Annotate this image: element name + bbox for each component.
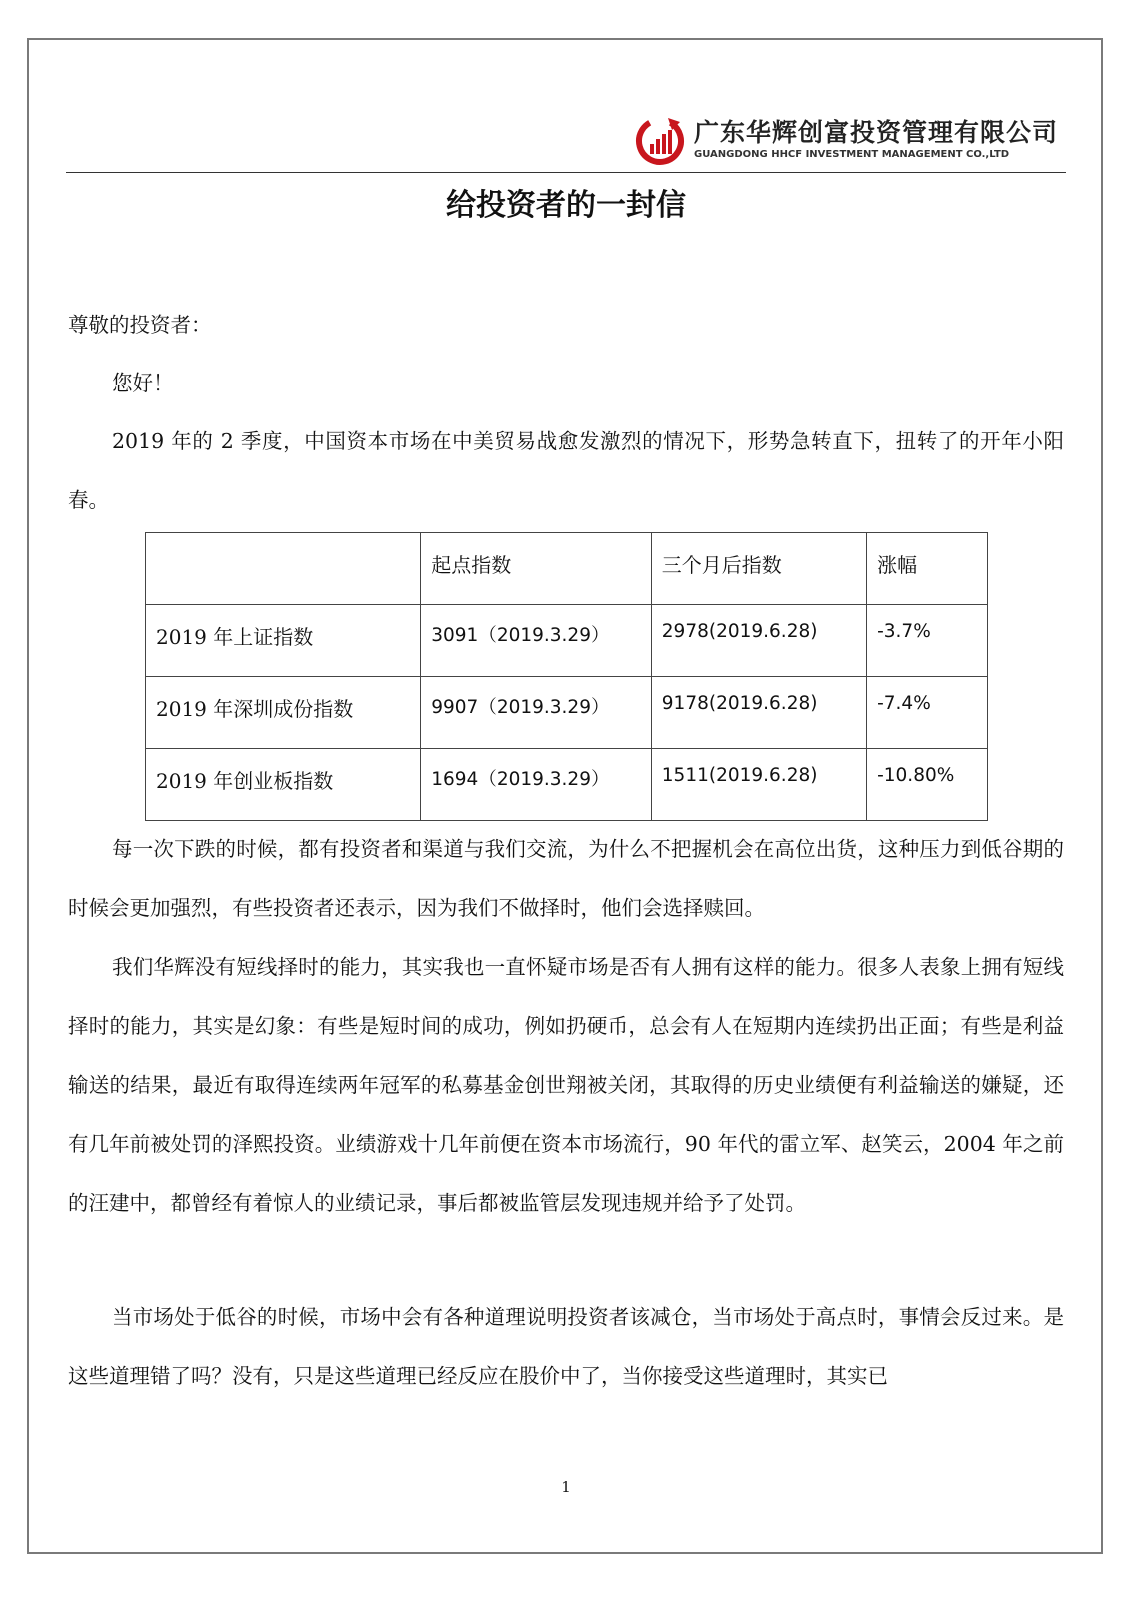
company-logo bbox=[634, 114, 1058, 166]
table-cell: 2978(2019.6.28) bbox=[651, 605, 866, 677]
table-cell: 2019 年创业板指数 bbox=[146, 749, 421, 821]
greeting: 您好！ bbox=[112, 371, 174, 395]
salutation: 尊敬的投资者： bbox=[68, 313, 212, 337]
table-header-row bbox=[146, 533, 988, 605]
table-cell: 1511(2019.6.28) bbox=[651, 749, 866, 821]
table-cell: -10.80% bbox=[867, 749, 988, 821]
company-name-en: GUANGDONG HHCF INVESTMENT MANAGEMENT CO.,LTD bbox=[694, 149, 1010, 160]
paragraph-4: 当市场处于低谷的时候，市场中会有各种道理说明投资者该减仓，当市场处于高点时，事情会反过来。是这些道理错了吗？没有，只是这些道理已经反应在股价中了，当你接受这些道理时，其实已 bbox=[68, 1305, 1064, 1388]
page-title: 给投资者的一封信 bbox=[446, 188, 686, 223]
table-cell: 2019 年上证指数 bbox=[146, 605, 421, 677]
header-divider bbox=[66, 172, 1066, 173]
table-row bbox=[146, 677, 988, 749]
table-header-cell: 起点指数 bbox=[421, 533, 652, 605]
company-logo-icon bbox=[634, 114, 686, 166]
paragraph-1: 2019 年的 2 季度，中国资本市场在中美贸易战愈发激烈的情况下，形势急转直下，扭转了的开年小阳春。 bbox=[68, 429, 1064, 512]
table-row bbox=[146, 749, 988, 821]
page-number: 1 bbox=[561, 1478, 571, 1496]
table-cell: -7.4% bbox=[867, 677, 988, 749]
company-name-cn: 广东华辉创富投资管理有限公司 bbox=[694, 118, 1059, 147]
table-cell: -3.7% bbox=[867, 605, 988, 677]
index-table bbox=[145, 532, 988, 821]
table-header-cell bbox=[146, 533, 421, 605]
table-cell: 1694（2019.3.29） bbox=[421, 749, 652, 821]
paragraph-3: 我们华辉没有短线择时的能力，其实我也一直怀疑市场是否有人拥有这样的能力。很多人表象上拥有短线择时的能力，其实是幻象：有些是短时间的成功，例如扔硬币，总会有人在短期内连续扔出正面；有些是利益输送的结果，最近有取得连续两年冠军的私募基金创世翔被关闭，其取得的历史业绩便有利益输送的嫌疑，还有几年前被处罚的泽熙投资。业绩游戏十几年前便在资本市场流行，90 年代的雷立军、赵笑云，2004 年之前的汪建中，都曾经有着惊人的业绩记录，事后都被监管层发现违规并给予了处罚。 bbox=[68, 955, 1064, 1215]
table-cell: 3091（2019.3.29） bbox=[421, 605, 652, 677]
table-row bbox=[146, 605, 988, 677]
table-header-cell: 涨幅 bbox=[867, 533, 988, 605]
table-cell: 9907（2019.3.29） bbox=[421, 677, 652, 749]
table-header-cell: 三个月后指数 bbox=[651, 533, 866, 605]
table-cell: 2019 年深圳成份指数 bbox=[146, 677, 421, 749]
paragraph-2: 每一次下跌的时候，都有投资者和渠道与我们交流，为什么不把握机会在高位出货，这种压力到低谷期的时候会更加强烈，有些投资者还表示，因为我们不做择时，他们会选择赎回。 bbox=[68, 837, 1064, 920]
table-cell: 9178(2019.6.28) bbox=[651, 677, 866, 749]
